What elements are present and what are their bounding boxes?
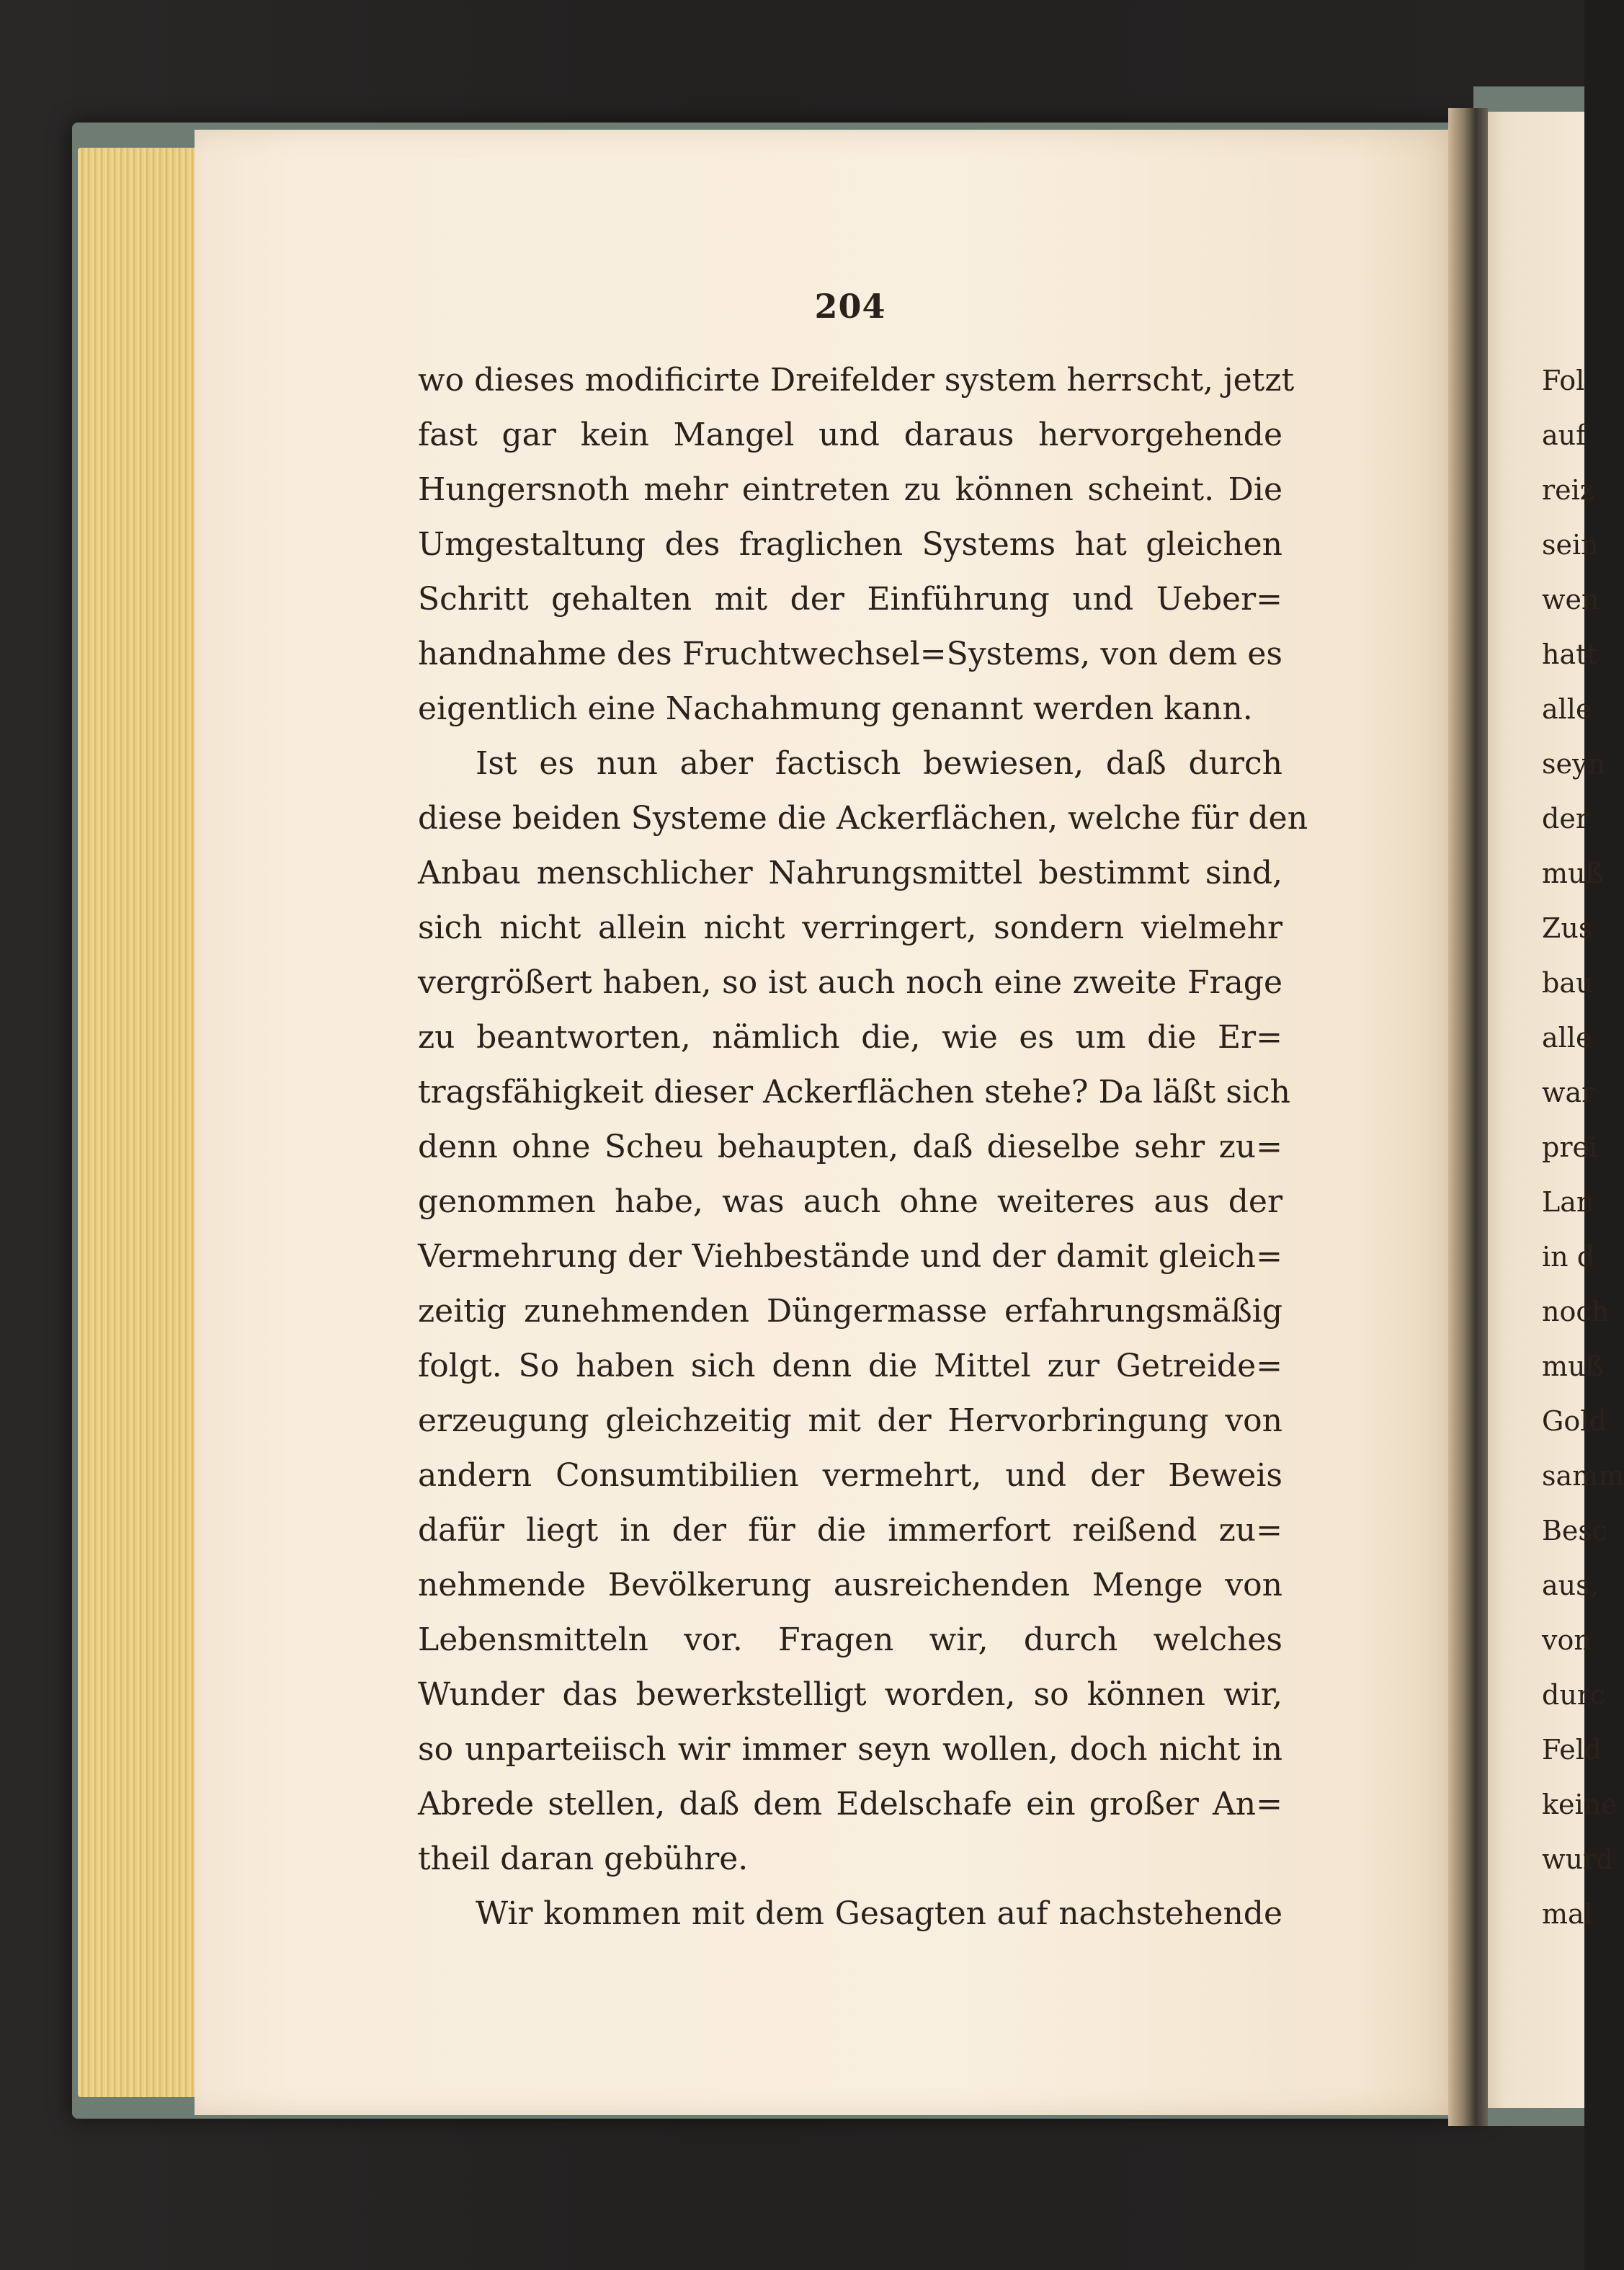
right-page-fragment: in d: [1542, 1241, 1595, 1273]
text-line: zu beantworten, nämlich die, wie es um die Er=: [418, 1019, 1282, 1056]
right-page-fragment: reiz: [1542, 474, 1594, 506]
text-line: denn ohne Scheu behaupten, daß dieselbe sehr zu=: [418, 1129, 1282, 1165]
page-text-block: [418, 281, 1308, 1941]
text-line: vergrößert haben, so ist auch noch eine zweite Frage: [418, 964, 1282, 1001]
right-page-fragment: keine: [1542, 1789, 1618, 1820]
right-page-fragment: Gold: [1542, 1405, 1607, 1437]
text-line: zeitig zunehmenden Düngermasse erfahrungsmäßig: [418, 1293, 1282, 1330]
right-page-fragment: von: [1542, 1624, 1592, 1656]
text-line: Umgestaltung des fraglichen Systems hat gleichen: [418, 526, 1282, 563]
text-line: erzeugung gleichzeitig mit der Hervorbringung von: [418, 1402, 1282, 1439]
right-page-fragment: alle: [1542, 1022, 1592, 1054]
right-page-fragment: seyn: [1542, 748, 1605, 780]
right-page-fragment: war: [1542, 1077, 1595, 1108]
text-line: eigentlich eine Nachahmung genannt werden kann.: [418, 690, 1253, 727]
page-body: [418, 353, 1308, 1941]
text-line: nehmende Bevölkerung ausreichenden Menge von: [418, 1567, 1282, 1603]
book-spine-gutter: [1448, 108, 1488, 2126]
right-page-fragment: auf: [1542, 419, 1587, 451]
text-line: Abrede stellen, daß dem Edelschafe ein großer An=: [418, 1786, 1282, 1822]
text-line: sich nicht allein nicht verringert, sondern vielmehr: [418, 909, 1282, 946]
text-line: theil daran gebühre.: [418, 1841, 749, 1877]
text-line: Hungersnoth mehr eintreten zu können scheint. Die: [418, 471, 1282, 508]
right-page-fragment: sein: [1542, 529, 1599, 561]
text-line: Schritt gehalten mit der Einführung und Ueber=: [418, 581, 1282, 618]
right-page-fragment: prei: [1542, 1131, 1598, 1163]
right-page-fragment: samm: [1542, 1460, 1624, 1492]
text-line: fast gar kein Mangel und daraus hervorgehende: [418, 417, 1282, 453]
right-page-fragment: Lan: [1542, 1186, 1594, 1218]
text-line: Wir kommen mit dem Gesagten auf nachstehende: [476, 1895, 1282, 1932]
right-page-fragment: der: [1542, 803, 1589, 834]
right-page-fragment: Fol: [1542, 365, 1585, 396]
right-page-fragment: wen: [1542, 584, 1600, 615]
right-page-fragment: Besc: [1542, 1515, 1608, 1546]
right-page-fragment: Zus: [1542, 912, 1593, 944]
text-line: folgt. So haben sich denn die Mittel zur Getreide=: [418, 1348, 1282, 1384]
text-line: Vermehrung der Viehbestände und der damit gleich=: [418, 1238, 1282, 1275]
text-line: Anbau menschlicher Nahrungsmittel bestimmt sind,: [418, 855, 1282, 891]
text-line: tragsfähigkeit dieser Ackerflächen stehe? Da läßt sich: [418, 1074, 1290, 1110]
right-page-fragment: noch: [1542, 1296, 1610, 1327]
right-page-text-fragments: [1542, 353, 1624, 1941]
text-line: Wunder das bewerkstelligt worden, so können wir,: [418, 1676, 1282, 1713]
right-page-fragment: aus,: [1542, 1570, 1599, 1601]
right-page-fragment: mal: [1542, 1898, 1593, 1930]
text-line: Ist es nun aber factisch bewiesen, daß durch: [476, 745, 1282, 782]
text-line: handnahme des Fruchtwechsel=Systems, von dem es: [418, 636, 1282, 672]
page-number: 204: [814, 287, 886, 326]
text-line: wo dieses modificirte Dreifelder system herrscht, jetzt: [418, 362, 1295, 399]
text-line: andern Consumtibilien vermehrt, und der Beweis: [418, 1457, 1282, 1494]
right-page-fragment: muß: [1542, 858, 1604, 889]
text-line: diese beiden Systeme die Ackerflächen, welche für den: [418, 800, 1308, 837]
text-line: Lebensmitteln vor. Fragen wir, durch welches: [418, 1621, 1282, 1658]
right-page-fragment: alle: [1542, 693, 1592, 725]
right-page-fragment: muß: [1542, 1350, 1604, 1382]
right-page-fragment: durc: [1542, 1679, 1606, 1711]
text-line: so unparteiisch wir immer seyn wollen, doch nicht in: [418, 1731, 1282, 1768]
page-edges: [78, 148, 200, 2097]
right-page-fragment: Feld: [1542, 1734, 1602, 1766]
right-page-fragment: hatt: [1542, 638, 1598, 670]
right-page-fragment: bau: [1542, 967, 1594, 999]
right-page-fragment: wurd: [1542, 1843, 1614, 1875]
text-line: dafür liegt in der für die immerfort reißend zu=: [418, 1512, 1282, 1549]
text-line: genommen habe, was auch ohne weiteres aus der: [418, 1183, 1282, 1220]
